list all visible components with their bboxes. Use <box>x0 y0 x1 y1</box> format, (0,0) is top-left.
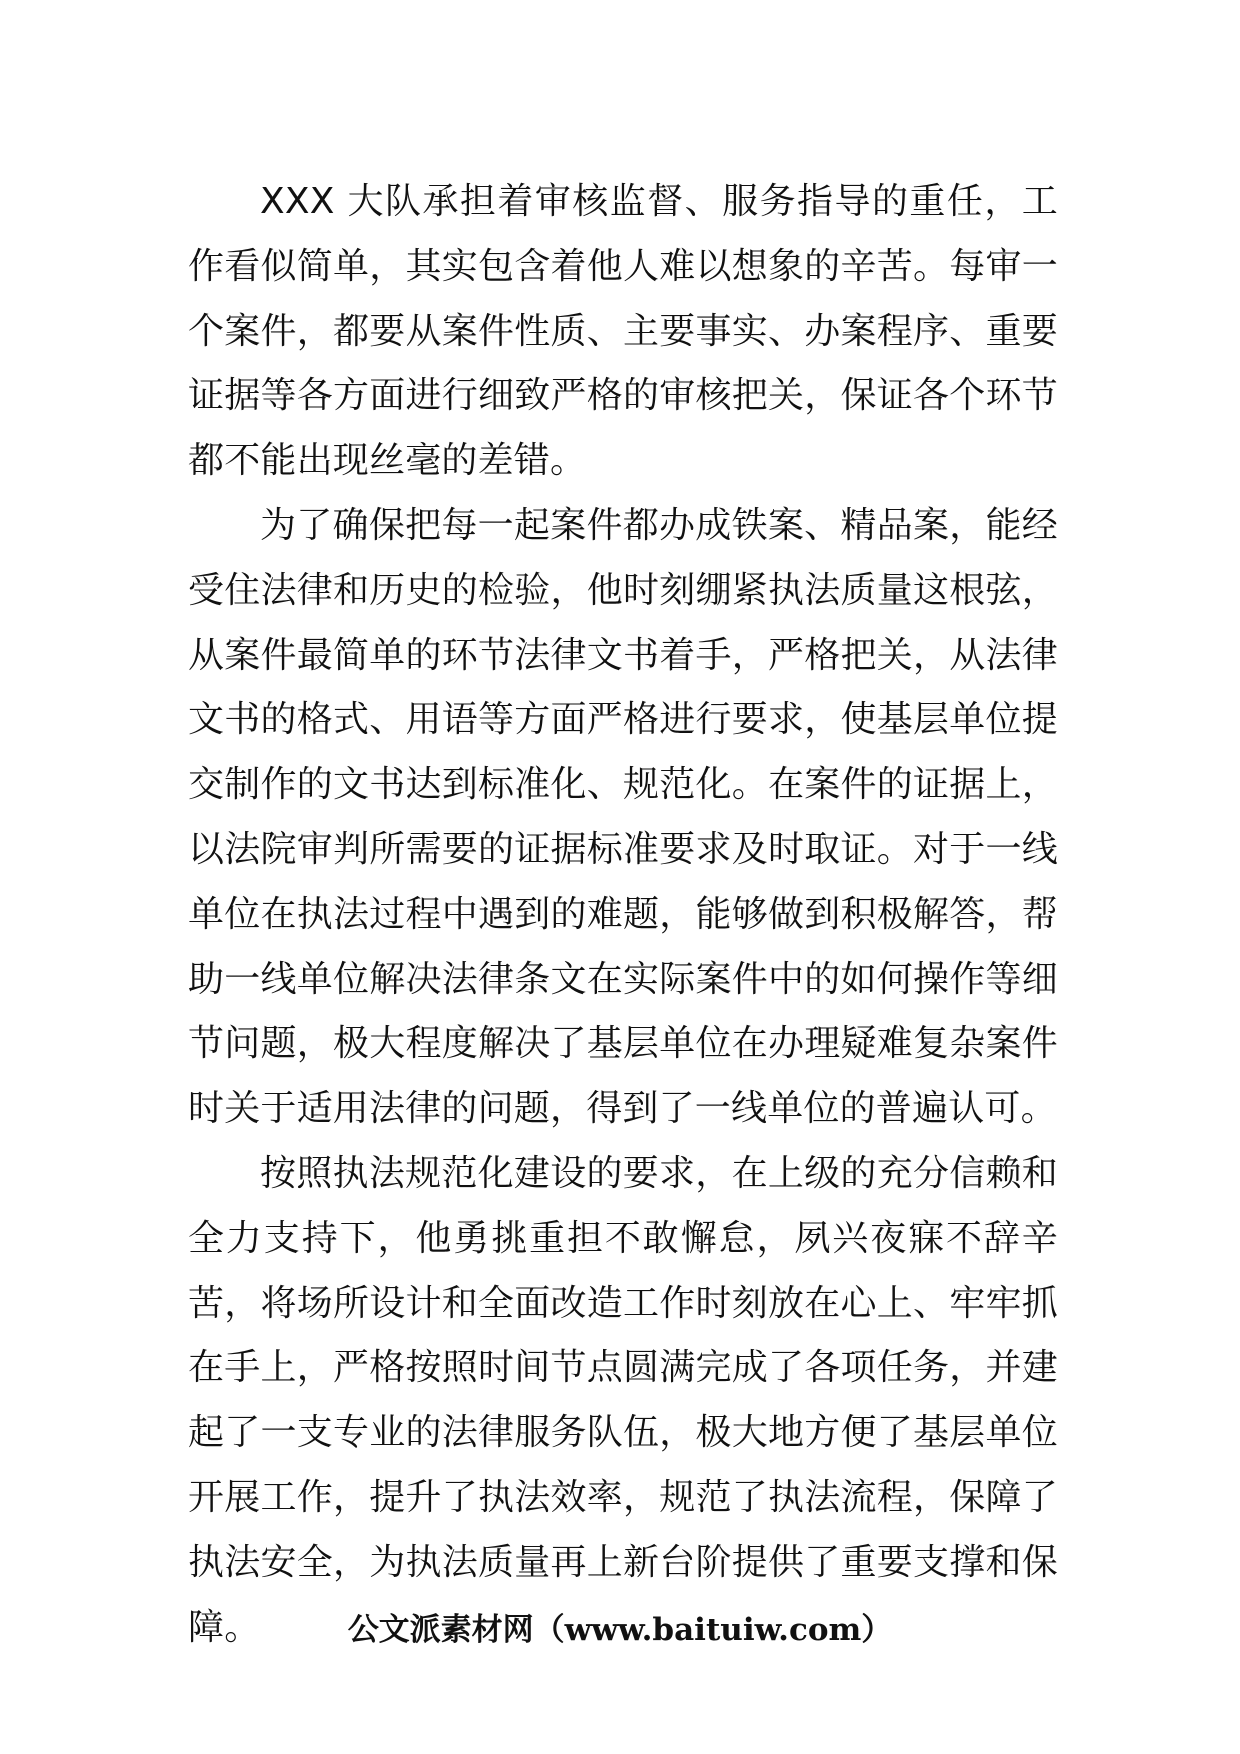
paragraph-1: XXX 大队承担着审核监督、服务指导的重任，工作看似简单，其实包含着他人难以想象的辛苦。每审一个案件，都要从案件性质、主要事实、办案程序、重要证据等各方面进行细致严格的审核把关，保证各个环节都不能出现丝毫的差错。 <box>188 181 1058 482</box>
document-body <box>188 170 1058 1660</box>
paragraph-2: 为了确保把每一起案件都办成铁案、精品案，能经受住法律和历史的检验，他时刻绷紧执法质量这根弦，从案件最简单的环节法律文书着手，严格把关，从法律文书的格式、用语等方面严格进行要求，使基层单位提交制作的文书达到标准化、规范化。在案件的证据上，以法院审判所需要的证据标准要求及时取证。对于一线单位在执法过程中遇到的难题，能够做到积极解答，帮助一线单位解决法律条文在实际案件中的如何操作等细节问题，极大程度解决了基层单位在办理疑难复杂案件时关于适用法律的问题，得到了一线单位的普遍认可。 <box>188 504 1058 1130</box>
footer-watermark-text: 公文派素材网（www.baituiw.com） <box>347 1612 893 1648</box>
paragraph-3: 按照执法规范化建设的要求，在上级的充分信赖和全力支持下，他勇挑重担不敢懈怠，夙兴夜寐不辞辛苦，将场所设计和全面改造工作时刻放在心上、牢牢抓在手上，严格按照时间节点圆满完成了各项任务，并建起了一支专业的法律服务队伍，极大地方便了基层单位开展工作，提升了执法效率，规范了执法流程，保障了执法安全，为执法质量再上新台阶提供了重要支撑和保障。 <box>188 1152 1058 1648</box>
